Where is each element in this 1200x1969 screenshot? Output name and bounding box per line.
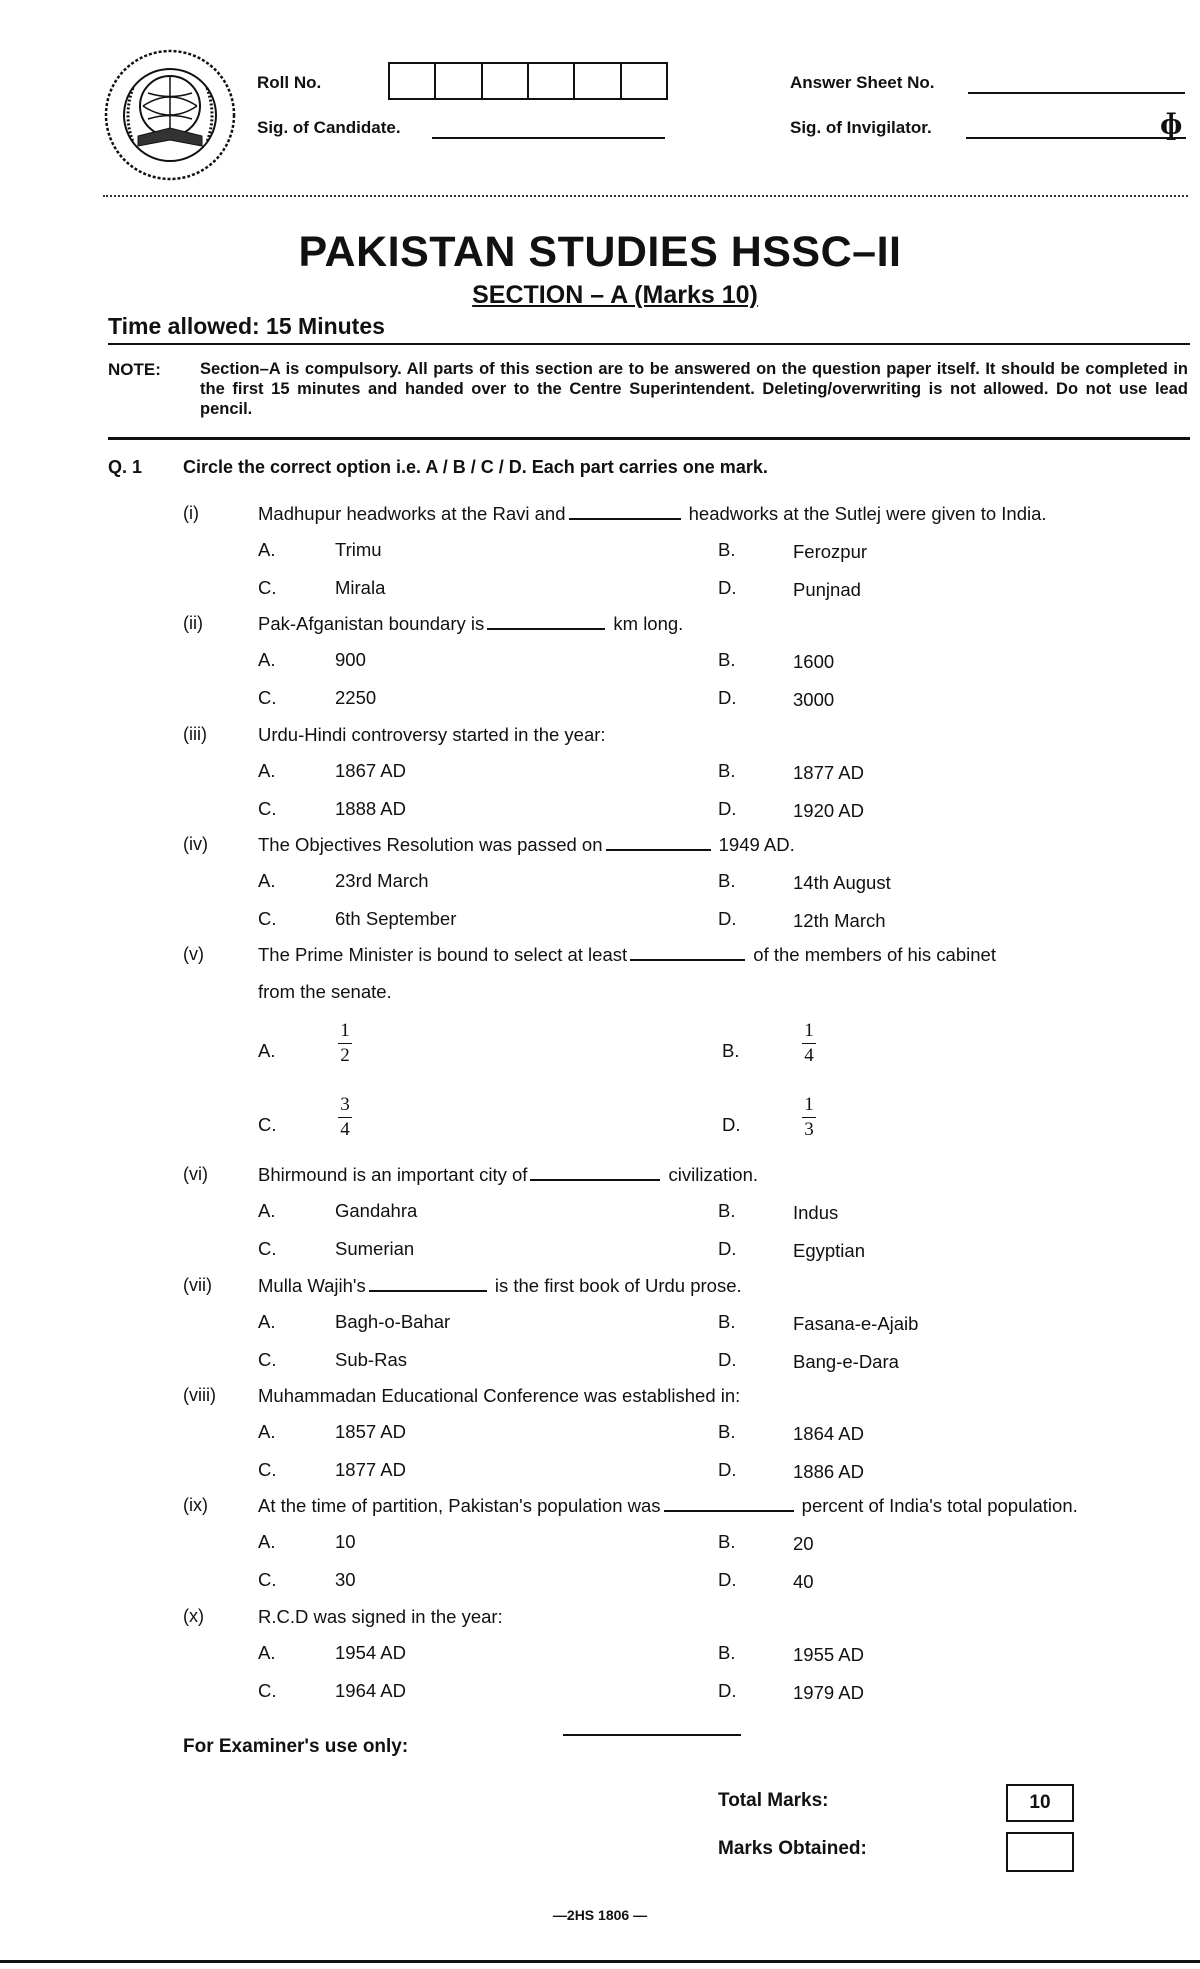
option-c-value[interactable]: Sumerian <box>335 1238 415 1259</box>
question-number: (viii) <box>183 1385 216 1405</box>
q1-instruction: Circle the correct option i.e. A / B / C / D. Each part carries one mark. <box>183 457 768 477</box>
option-d-letter[interactable]: D. <box>722 1114 741 1135</box>
question-text <box>258 834 795 856</box>
answer-blank[interactable] <box>630 945 745 961</box>
option-a-letter[interactable]: A. <box>258 539 276 560</box>
fraction-numerator: 3 <box>340 1094 350 1115</box>
question-text-before: Bhirmound is an important city of <box>258 1164 528 1185</box>
option-a-value[interactable]: 23rd March <box>335 870 429 891</box>
answer-sheet-line[interactable] <box>968 92 1185 94</box>
option-c-letter[interactable]: C. <box>258 1680 277 1701</box>
fraction-denominator: 4 <box>804 1045 814 1066</box>
option-a-letter[interactable]: A. <box>258 649 276 670</box>
roll-no-label: Roll No. <box>257 73 322 92</box>
examiner-label: For Examiner's use only: <box>183 1736 409 1757</box>
option-b-letter[interactable]: B. <box>718 539 736 560</box>
roll-no-cell[interactable] <box>436 64 482 98</box>
option-b-value[interactable]: Ferozpur <box>793 541 868 562</box>
option-a-value[interactable]: 900 <box>335 649 366 670</box>
question-number: (i) <box>183 503 199 523</box>
option-d-fraction[interactable] <box>802 1094 816 1141</box>
option-c-letter[interactable]: C. <box>258 1349 277 1370</box>
note-text: Section–A is compulsory. All parts of this section are to be answered on the question paper itself. It should be completed in the first 15 minutes and handed over to the Centre Superintendent. Deleting/overwriting is not allowed. Do not use lead pencil. <box>200 360 1188 418</box>
option-a-value[interactable]: Trimu <box>335 539 382 560</box>
marks-obtained-box[interactable] <box>1006 1832 1074 1872</box>
fraction-bar <box>802 1117 816 1118</box>
option-c-value[interactable]: 1964 AD <box>335 1680 406 1701</box>
option-d-letter[interactable]: D. <box>718 1680 737 1701</box>
question-text <box>258 1385 740 1407</box>
option-b-letter[interactable]: B. <box>718 1200 736 1221</box>
option-b-value[interactable]: 1864 AD <box>793 1423 864 1444</box>
option-a-value[interactable]: 10 <box>335 1531 356 1552</box>
question-number: (ix) <box>183 1495 208 1515</box>
q1-label: Q. 1 <box>108 457 143 477</box>
option-c-value[interactable]: 2250 <box>335 687 377 708</box>
option-c-value[interactable]: 6th September <box>335 908 457 929</box>
question-text <box>258 1495 1078 1517</box>
option-d-value[interactable]: Bang-e-Dara <box>793 1351 899 1372</box>
option-a-letter[interactable]: A. <box>258 760 276 781</box>
option-d-value[interactable]: 40 <box>793 1571 814 1592</box>
option-a-letter[interactable]: A. <box>258 1642 276 1663</box>
fraction-numerator: 1 <box>804 1094 814 1115</box>
question-text-before: Muhammadan Educational Conference was established in: <box>258 1385 741 1406</box>
answer-sheet-label: Answer Sheet No. <box>790 73 935 92</box>
option-d-letter[interactable]: D. <box>718 687 737 708</box>
time-allowed: Time allowed: 15 Minutes <box>108 313 385 339</box>
question-number: (ii) <box>183 613 203 633</box>
option-b-value[interactable]: 1955 AD <box>793 1644 864 1665</box>
question-text-before: Madhupur headworks at the Ravi and <box>258 503 566 524</box>
answer-blank[interactable] <box>664 1496 794 1512</box>
question-text-after: civilization. <box>668 1164 758 1185</box>
sig-invigilator-line[interactable] <box>966 137 1186 139</box>
question-number: (vi) <box>183 1164 208 1184</box>
option-a-letter[interactable]: A. <box>258 1531 276 1552</box>
option-d-value[interactable]: 1979 AD <box>793 1682 864 1703</box>
option-b-value[interactable]: 20 <box>793 1533 814 1554</box>
answer-blank[interactable] <box>606 835 711 851</box>
option-b-value[interactable]: 14th August <box>793 872 891 893</box>
option-d-value[interactable]: 1920 AD <box>793 800 864 821</box>
option-a-letter[interactable]: A. <box>258 1311 276 1332</box>
option-d-letter[interactable]: D. <box>718 1238 737 1259</box>
option-a-value[interactable]: 1954 AD <box>335 1642 406 1663</box>
question-text <box>258 724 606 746</box>
roll-no-cell[interactable] <box>483 64 529 98</box>
roll-no-cell[interactable] <box>575 64 621 98</box>
fraction-denominator: 3 <box>804 1119 814 1140</box>
option-b-fraction[interactable] <box>802 1020 816 1067</box>
option-a-value[interactable]: Gandahra <box>335 1200 418 1221</box>
option-d-value[interactable]: Punjnad <box>793 579 861 600</box>
section-title: SECTION – A (Marks 10) <box>472 281 758 309</box>
fraction-numerator: 1 <box>804 1020 814 1041</box>
option-d-letter[interactable]: D. <box>718 1569 737 1590</box>
examiner-rule <box>563 1734 741 1736</box>
fraction-numerator: 1 <box>340 1020 350 1041</box>
sig-candidate-line[interactable] <box>432 137 665 139</box>
option-a-letter[interactable]: A. <box>258 1200 276 1221</box>
option-d-letter[interactable]: D. <box>718 577 737 598</box>
question-text-before: The Objectives Resolution was passed on <box>258 834 603 855</box>
option-c-value[interactable]: 1888 AD <box>335 798 406 819</box>
question-number: (v) <box>183 944 204 964</box>
roll-no-boxes[interactable] <box>388 62 668 100</box>
option-b-value[interactable]: 1600 <box>793 651 835 672</box>
option-d-value[interactable]: 1886 AD <box>793 1461 864 1482</box>
option-b-letter[interactable]: B. <box>718 1642 736 1663</box>
option-b-value[interactable]: Fasana-e-Ajaib <box>793 1313 919 1334</box>
question-text-before: Pak-Afganistan boundary is <box>258 613 485 634</box>
question-text-after: km long. <box>613 613 684 634</box>
question-text-after: 1949 AD. <box>718 834 795 855</box>
question-text <box>258 944 996 966</box>
option-c-letter[interactable]: C. <box>258 687 277 708</box>
option-a-value[interactable]: 1867 AD <box>335 760 406 781</box>
fraction-bar <box>802 1043 816 1044</box>
option-d-value[interactable]: 12th March <box>793 910 886 931</box>
option-b-value[interactable]: 1877 AD <box>793 762 864 783</box>
question-text-after: of the members of his cabinet <box>753 944 996 965</box>
option-c-letter[interactable]: C. <box>258 1238 277 1259</box>
page-bottom-rule <box>0 1960 1200 1963</box>
option-a-value[interactable]: Bagh-o-Bahar <box>335 1311 451 1332</box>
option-b-letter[interactable]: B. <box>718 1421 736 1442</box>
question-text-after: percent of India's total population. <box>801 1495 1078 1516</box>
option-c-value[interactable]: 30 <box>335 1569 356 1590</box>
question-text-before: R.C.D was signed in the year: <box>258 1606 503 1627</box>
question-text-before: Urdu-Hindi controversy started in the year: <box>258 724 606 745</box>
option-c-value[interactable]: 1877 AD <box>335 1459 406 1480</box>
question-number: (iii) <box>183 724 207 744</box>
option-d-letter[interactable]: D. <box>718 1459 737 1480</box>
option-b-letter[interactable]: B. <box>718 760 736 781</box>
fraction-bar <box>338 1043 352 1044</box>
option-c-letter[interactable]: C. <box>258 1459 277 1480</box>
option-b-letter[interactable]: B. <box>722 1040 740 1061</box>
question-number: (iv) <box>183 834 208 854</box>
answer-blank[interactable] <box>369 1276 487 1292</box>
question-text-before: Mulla Wajih's <box>258 1275 366 1296</box>
question-text <box>258 1606 503 1628</box>
question-text <box>258 503 1047 525</box>
option-a-letter[interactable]: A. <box>258 1040 276 1061</box>
fraction-bar <box>338 1117 352 1118</box>
option-b-letter[interactable]: B. <box>718 649 736 670</box>
footer-code: —2HS 1806 — <box>552 1907 648 1923</box>
option-d-letter[interactable]: D. <box>718 798 737 819</box>
question-text-after: headworks at the Sutlej were given to India. <box>688 503 1047 524</box>
question-text <box>258 1275 742 1297</box>
option-b-value[interactable]: Indus <box>793 1202 839 1223</box>
question-text-before: The Prime Minister is bound to select at least <box>258 944 628 965</box>
fraction-denominator: 4 <box>340 1119 350 1140</box>
option-a-value[interactable]: 1857 AD <box>335 1421 406 1442</box>
option-c-letter[interactable]: C. <box>258 908 277 929</box>
fraction-denominator: 2 <box>340 1045 350 1066</box>
rule-bottom <box>108 437 1190 440</box>
option-c-letter[interactable]: C. <box>258 798 277 819</box>
question-text-before: At the time of partition, Pakistan's population was <box>258 1495 661 1516</box>
question-text <box>258 613 683 635</box>
question-number: (x) <box>183 1606 204 1626</box>
rule-top <box>108 343 1190 345</box>
option-a-letter[interactable]: A. <box>258 1421 276 1442</box>
invigilator-mark: ɸ <box>1160 108 1183 141</box>
answer-blank[interactable] <box>569 504 681 520</box>
total-marks-box: 10 <box>1006 1784 1074 1822</box>
option-b-letter[interactable]: B. <box>718 1531 736 1552</box>
sig-candidate-label: Sig. of Candidate. <box>257 118 401 137</box>
board-seal-icon <box>103 48 237 182</box>
question-text <box>258 1164 758 1186</box>
option-d-value[interactable]: 3000 <box>793 689 835 710</box>
option-d-letter[interactable]: D. <box>718 1349 737 1370</box>
marks-obtained-label: Marks Obtained: <box>718 1838 867 1859</box>
option-d-value[interactable]: Egyptian <box>793 1240 865 1261</box>
total-marks-label: Total Marks: <box>718 1790 829 1811</box>
answer-blank[interactable] <box>487 614 605 630</box>
option-c-letter[interactable]: C. <box>258 577 277 598</box>
page-title: PAKISTAN STUDIES HSSC–II <box>298 228 902 276</box>
answer-blank[interactable] <box>530 1165 660 1181</box>
option-c-value[interactable]: Sub-Ras <box>335 1349 407 1370</box>
option-d-letter[interactable]: D. <box>718 908 737 929</box>
option-b-letter[interactable]: B. <box>718 1311 736 1332</box>
question-number: (vii) <box>183 1275 212 1295</box>
option-a-letter[interactable]: A. <box>258 870 276 891</box>
option-c-fraction[interactable] <box>338 1094 352 1141</box>
option-c-letter[interactable]: C. <box>258 1114 277 1135</box>
option-a-fraction[interactable] <box>338 1020 352 1067</box>
roll-no-cell[interactable] <box>622 64 666 98</box>
option-c-letter[interactable]: C. <box>258 1569 277 1590</box>
option-c-value[interactable]: Mirala <box>335 577 386 598</box>
option-b-letter[interactable]: B. <box>718 870 736 891</box>
sig-invigilator-label: Sig. of Invigilator. <box>790 118 932 137</box>
note-label: NOTE: <box>108 360 161 379</box>
header-divider <box>103 195 1188 197</box>
question-text-after: is the first book of Urdu prose. <box>494 1275 742 1296</box>
roll-no-cell[interactable] <box>529 64 575 98</box>
question-text-line2: from the senate. <box>258 981 392 1002</box>
roll-no-cell[interactable] <box>390 64 436 98</box>
